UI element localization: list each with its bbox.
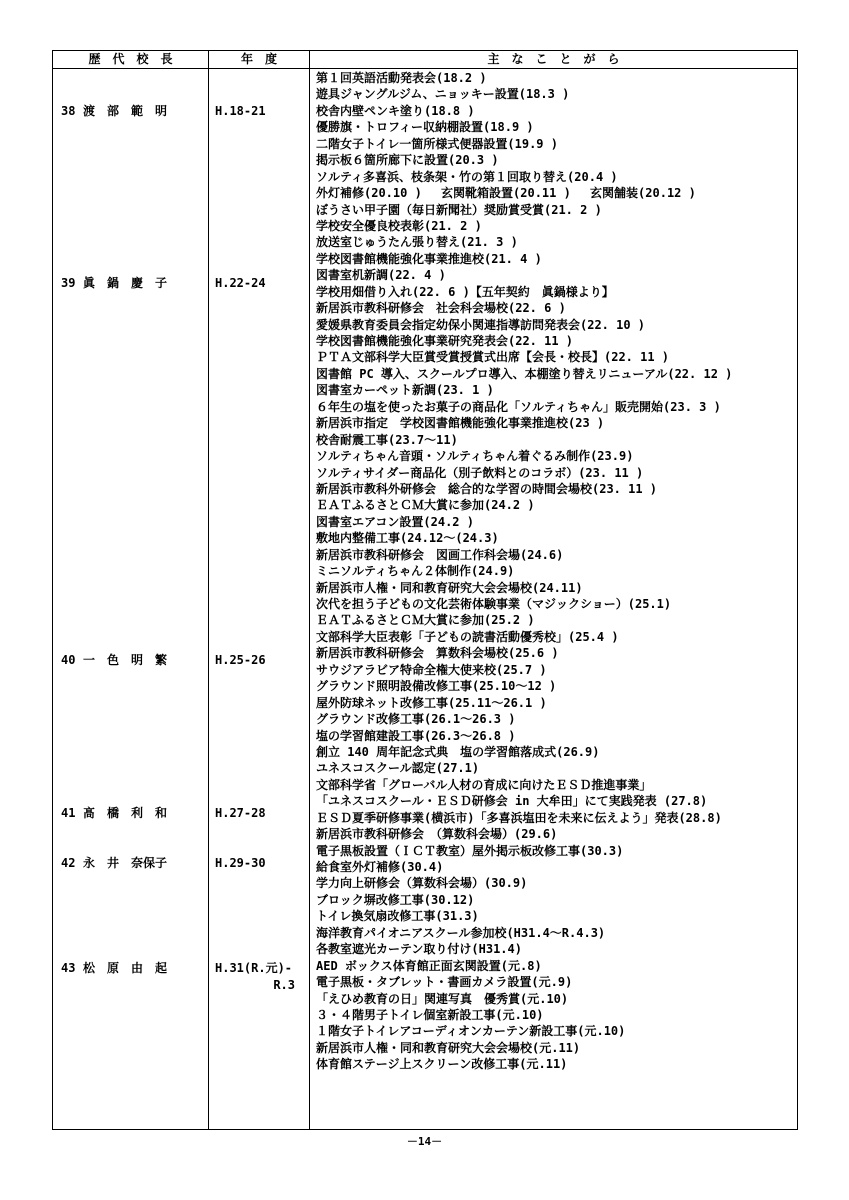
event-item: 校舎内壁ペンキ塗り(18.8 ) [316, 103, 475, 118]
event-item: 放送室じゅうたん張り替え(21. 3 ) [316, 235, 518, 250]
header-events: 主 な こ と が ら [487, 52, 620, 66]
event-item: 二階女子トイレ一箇所様式便器設置(19.9 ) [316, 136, 558, 151]
event-item: ＥＡＴふるさとＣＭ大賞に参加(25.2 ) [316, 613, 535, 628]
event-item: 塩の学習館建設工事(26.3～26.8 ) [316, 728, 516, 743]
event-item: ブロック塀改修工事(30.12) [316, 892, 475, 907]
history-table [52, 50, 798, 1130]
event-item: 遊具ジャングルジム、ニョッキー設置(18.3 ) [316, 87, 570, 102]
principal-name: 松 原 由 起 [83, 961, 168, 975]
event-item: 図書室エアコン設置(24.2 ) [316, 514, 474, 529]
event-item: 次代を担う子どもの文化芸術体験事業（マジックショー）(25.1) [316, 597, 672, 611]
event-item: 愛媛県教育委員会指定幼保小関連指導訪問発表会(22. 10 ) [316, 317, 646, 332]
event-item: グラウンド照明設備改修工事(25.10～12 ) [316, 679, 557, 694]
event-item: 校舎耐震工事(23.7～11) [316, 432, 458, 447]
event-item: 新居浜市人権・同和教育研究大会会場校(24.11) [316, 580, 583, 595]
principal-years: H.22-24 [215, 276, 266, 290]
principal-years: H.18-21 [215, 104, 266, 118]
event-item: 各教室遮光カーテン取り付け(H31.4) [316, 942, 522, 957]
principal-number: 42 [61, 856, 76, 870]
event-item: 給食室外灯補修(30.4) [316, 860, 444, 874]
principal-name: 永 井 奈保子 [83, 856, 168, 870]
event-item: 電子黒板・タブレット・書画カメラ設置(元.9) [316, 975, 573, 990]
principal-years: H.29-30 [215, 856, 266, 870]
event-item: ソルティちゃん音頭・ソルティちゃん着ぐるみ制作(23.9) [316, 449, 634, 464]
principal-number: 39 [61, 276, 76, 290]
event-item: トイレ換気扇改修工事(31.3) [316, 909, 479, 924]
event-item: AED ボックス体育館正面玄関設置(元.8) [316, 958, 542, 973]
event-item: ＰＴＡ文部科学大臣賞受賞授賞式出席【会長・校長】(22. 11 ) [316, 350, 670, 365]
event-item: 体育館ステージ上スクリーン改修工事(元.11) [316, 1057, 568, 1072]
event-item: 図書室カーペット新調(23. 1 ) [316, 383, 494, 398]
principal-years: H.31(R.元)- [215, 961, 293, 975]
principal-years-end: R.3 [273, 978, 295, 992]
event-item: 文部科学省「グローバル人材の育成に向けたＥＳＤ推進事業」 [316, 777, 652, 792]
column-divider [208, 51, 209, 1129]
event-item: 優勝旗・トロフィー収納棚設置(18.9 ) [316, 120, 534, 135]
event-item: 創立 140 周年記念式典 塩の学習館落成式(26.9) [316, 744, 600, 759]
principal-name: 髙 橋 利 和 [83, 806, 168, 820]
event-item: 新居浜市人権・同和教育研究大会会場校(元.11) [316, 1040, 581, 1055]
event-item: 新居浜市教科外研修会 総合的な学習の時間会場校(23. 11 ) [316, 481, 658, 496]
event-item: 新居浜市教科研修会 図画工作科会場(24.6) [316, 547, 564, 562]
principal-name: 一 色 明 繁 [83, 653, 168, 667]
column-divider [309, 51, 310, 1129]
event-item: 図書館 PC 導入、スクールプロ導入、本棚塗り替えリニューアル(22. 12 ) [316, 366, 733, 381]
principal-name: 渡 部 範 明 [83, 104, 168, 118]
event-item: 「えひめ教育の日」関連写真 優秀賞(元.10) [316, 991, 569, 1006]
event-item: 海洋教育パイオニアスクール参加校(H31.4～R.4.3) [316, 925, 606, 940]
principal-years: H.27-28 [215, 806, 266, 820]
event-item: ユネスコスクール認定(27.1) [316, 761, 480, 776]
event-item: 新居浜市教科研修会 （算数科会場）(29.6) [316, 827, 558, 842]
principal-years: H.25-26 [215, 653, 266, 667]
header-year: 年 度 [240, 52, 277, 66]
event-item: 学校図書館機能強化事業研究発表会(22. 11 ) [316, 334, 574, 348]
page-number: －14－ [406, 1135, 443, 1148]
event-item: １階女子トイレアコーディオンカーテン新設工事(元.10) [316, 1024, 626, 1039]
header-principal: 歴 代 校 長 [88, 52, 173, 66]
event-item: 敷地内整備工事(24.12～(24.3) [316, 531, 499, 546]
event-item: ６年生の塩を使ったお菓子の商品化「ソルティちゃん」販売開始(23. 3 ) [316, 399, 721, 414]
event-item: 「ユネスコスクール・ＥＳＤ研修会 in 大牟田」にて実践発表 (27.8) [316, 794, 708, 809]
event-item: 掲示板６箇所廊下に設置(20.3 ) [316, 153, 499, 168]
event-item: 学校用畑借り入れ(22. 6 )【五年契約 眞鍋様より】 [316, 284, 614, 299]
event-item: 新居浜市教科研修会 算数科会場校(25.6 ) [316, 646, 559, 661]
event-item: 新居浜市教科研修会 社会科会場校(22. 6 ) [316, 301, 566, 316]
event-item: グラウンド改修工事(26.1～26.3 ) [316, 712, 516, 727]
event-item: 外灯補修(20.10 ) 玄関靴箱設置(20.11 ) 玄関舗装(20.12 ) [316, 186, 696, 201]
event-item: ３・４階男子トイレ個室新設工事(元.10) [316, 1007, 544, 1022]
event-item: ミニソルティちゃん２体制作(24.9) [316, 564, 515, 579]
event-item: 電子黒板設置（ＩＣＴ教室）屋外掲示板改修工事(30.3) [316, 843, 624, 858]
principal-number: 38 [61, 104, 76, 118]
event-item: ぼうさい甲子園（毎日新聞社）奨励賞受賞(21. 2 ) [316, 202, 602, 217]
event-item: ＥＳＤ夏季研修事業(横浜市)「多喜浜塩田を未来に伝えよう」発表(28.8) [316, 810, 722, 825]
event-item: 第１回英語活動発表会(18.2 ) [316, 71, 487, 85]
principal-number: 43 [61, 961, 76, 975]
principal-name: 眞 鍋 慶 子 [83, 276, 168, 290]
event-item: 屋外防球ネット改修工事(25.11～26.1 ) [316, 695, 547, 710]
event-item: 学校安全優良校表彰(21. 2 ) [316, 218, 482, 233]
header-divider [53, 68, 797, 69]
event-item: ソルティ多喜浜、枝条架・竹の第１回取り替え(20.4 ) [316, 169, 618, 184]
principal-number: 40 [61, 653, 76, 667]
event-item: ソルティサイダー商品化（別子飲料とのコラボ）(23. 11 ) [316, 465, 644, 480]
event-item: 学力向上研修会（算数科会場）(30.9) [316, 876, 528, 891]
event-item: 学校図書館機能強化事業推進校(21. 4 ) [316, 251, 542, 266]
events-list [316, 70, 794, 1073]
event-item: 図書室机新調(22. 4 ) [316, 268, 446, 283]
event-item: 新居浜市指定 学校図書館機能強化事業推進校(23 ) [316, 416, 605, 431]
event-item: サウジアラビア特命全権大使来校(25.7 ) [316, 662, 547, 677]
event-item: ＥＡＴふるさとＣＭ大賞に参加(24.2 ) [316, 498, 535, 513]
event-item: 文部科学大臣表彰「子どもの読書活動優秀校」(25.4 ) [316, 629, 619, 644]
principal-number: 41 [61, 806, 76, 820]
